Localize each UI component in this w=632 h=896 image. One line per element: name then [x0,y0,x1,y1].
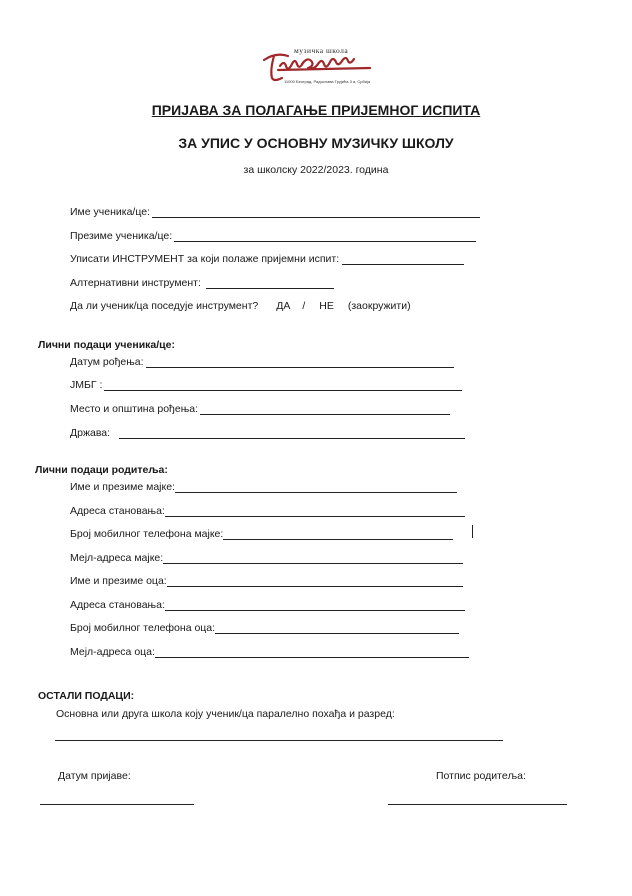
student-first-name-field[interactable] [152,206,480,218]
form-subtitle: ЗА УПИС У ОСНОВНУ МУЗИЧКУ ШКОЛУ [178,135,454,151]
other-school-field[interactable] [55,740,503,741]
instrument-row [70,251,464,265]
father-name-label: Име и презиме оца: [70,575,167,587]
father-phone-field[interactable] [215,622,459,634]
dob-field[interactable] [146,356,454,368]
birthplace-label: Место и општина рођења: [70,403,199,415]
mother-phone-label: Број мобилног телефона мајке: [70,528,224,540]
parents-data-heading: Лични подаци родитеља: [35,464,168,476]
student-first-name-label: Име ученика/це: [70,206,150,218]
student-last-name-field[interactable] [174,230,476,242]
date-row [58,768,131,782]
mother-phone-row [70,526,453,540]
birthplace-row [70,401,450,415]
mother-email-row [70,550,463,564]
owns-instrument-slash: / [302,300,306,312]
student-last-name-label: Презиме ученика/це: [70,230,173,242]
country-row [70,425,465,439]
school-year: за школску 2022/2023. година [243,164,389,176]
signature-row [436,768,526,782]
instrument-label: Уписати ИНСТРУМЕНТ за који полаже пријемни испит: [70,253,340,265]
birthplace-field[interactable] [200,403,450,415]
owns-instrument-yes[interactable]: ДА [276,300,291,312]
mother-address-field[interactable] [165,505,465,517]
mother-address-row [70,503,465,517]
text-cursor [472,525,473,538]
jmbg-row [70,377,462,391]
country-label: Држава: [70,427,111,439]
mother-phone-field[interactable] [223,528,453,540]
mother-email-field[interactable] [163,552,463,564]
other-school-row [56,706,395,720]
owns-instrument-no[interactable]: НЕ [319,300,334,312]
logo-school-label: музичка школа [294,46,349,55]
student-last-name-row [70,228,476,242]
father-address-row [70,597,465,611]
date-label: Датум пријаве: [58,770,131,782]
dob-row [70,354,454,368]
dob-label: Датум рођења: [70,356,144,368]
father-phone-label: Број мобилног телефона оца: [70,622,216,634]
circle-note: (заокружити) [347,300,411,312]
mother-name-row [70,479,457,493]
alt-instrument-field[interactable] [206,277,334,289]
father-address-field[interactable] [165,599,465,611]
logo-address: 11000 Београд, Радослава Грујића 3 а, Србија [284,79,371,84]
alt-instrument-label: Алтернативни инструмент: [70,277,201,289]
student-first-name-row [70,204,480,218]
father-name-field[interactable] [167,575,463,587]
owns-instrument-label: Да ли ученик/ца поседује инструмент? [70,300,259,312]
mother-name-field[interactable] [175,481,457,493]
signature-field[interactable] [388,804,567,805]
jmbg-field[interactable] [104,379,462,391]
personal-data-heading: Лични подаци ученика/це: [38,339,175,351]
father-phone-row [70,620,459,634]
country-field[interactable] [119,427,465,439]
form-title: ПРИЈАВА ЗА ПОЛАГАЊЕ ПРИЈЕМНОГ ИСПИТА [151,102,481,118]
instrument-field[interactable] [342,253,464,265]
other-data-heading: ОСТАЛИ ПОДАЦИ: [38,690,135,702]
signature-label: Потпис родитеља: [436,770,526,782]
mother-name-label: Име и презиме мајке: [70,481,175,493]
jmbg-label: ЈМБГ : [70,379,103,391]
other-school-label: Основна или друга школа коју ученик/ца паралелно похађа и разред: [56,708,395,720]
father-email-row [70,644,469,658]
mother-address-label: Адреса становања: [70,505,165,517]
father-email-label: Мејл-адреса оца: [70,646,155,658]
date-field[interactable] [40,804,194,805]
father-name-row [70,573,463,587]
mother-email-label: Мејл-адреса мајке: [70,552,164,564]
father-address-label: Адреса становања: [70,599,165,611]
school-logo [258,44,376,94]
owns-instrument-row [70,298,411,312]
alt-instrument-row [70,275,334,289]
father-email-field[interactable] [155,646,469,658]
